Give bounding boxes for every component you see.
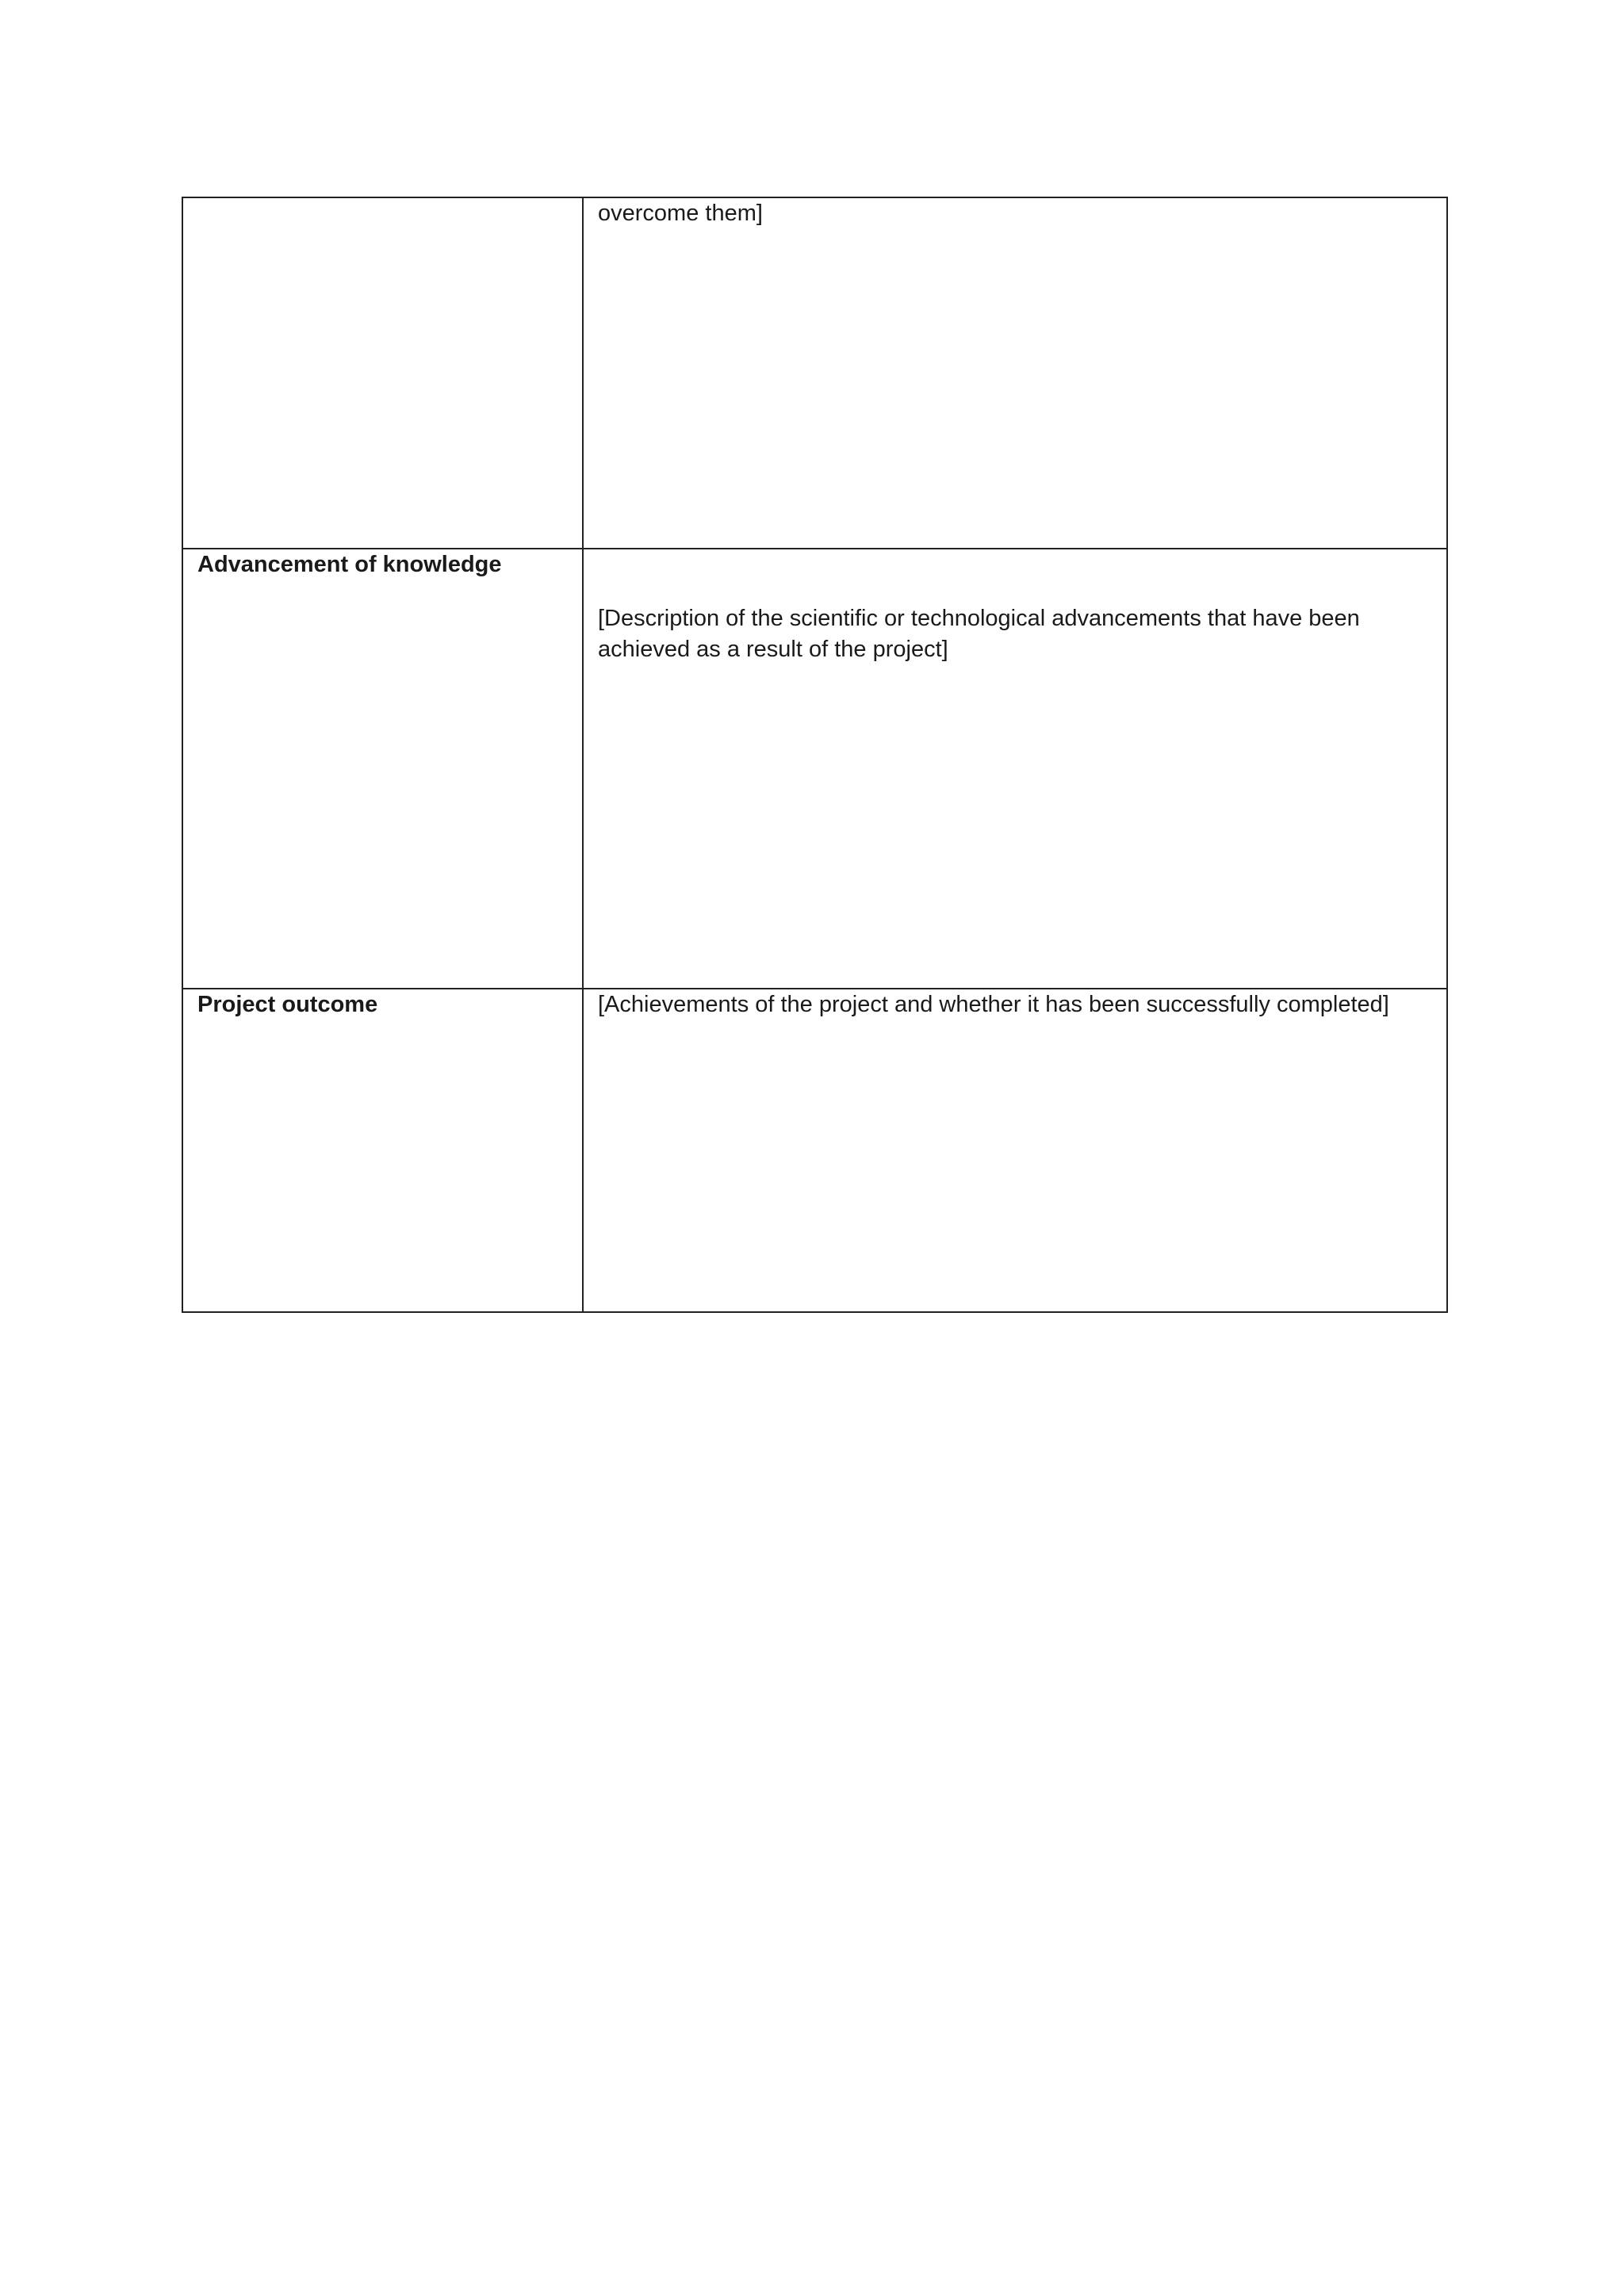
row-value-continuation bbox=[583, 197, 1447, 549]
row-value-text: overcome them] bbox=[598, 201, 763, 226]
row-value-project-outcome bbox=[583, 989, 1447, 1312]
row-label-advancement-of-knowledge: Advancement of knowledge bbox=[182, 549, 583, 989]
row-value-text: [Description of the scientific or technological advancements that have been achieved as a result of the project] bbox=[598, 606, 1360, 662]
table-row bbox=[182, 549, 1447, 989]
row-label-project-outcome: Project outcome bbox=[182, 989, 583, 1312]
row-value-text: [Achievements of the project and whether it has been successfully completed] bbox=[598, 992, 1389, 1017]
project-report-table bbox=[182, 197, 1448, 1313]
table-row bbox=[182, 197, 1447, 549]
row-label bbox=[182, 197, 583, 549]
table-row bbox=[182, 989, 1447, 1312]
row-value-advancement-of-knowledge bbox=[583, 549, 1447, 989]
